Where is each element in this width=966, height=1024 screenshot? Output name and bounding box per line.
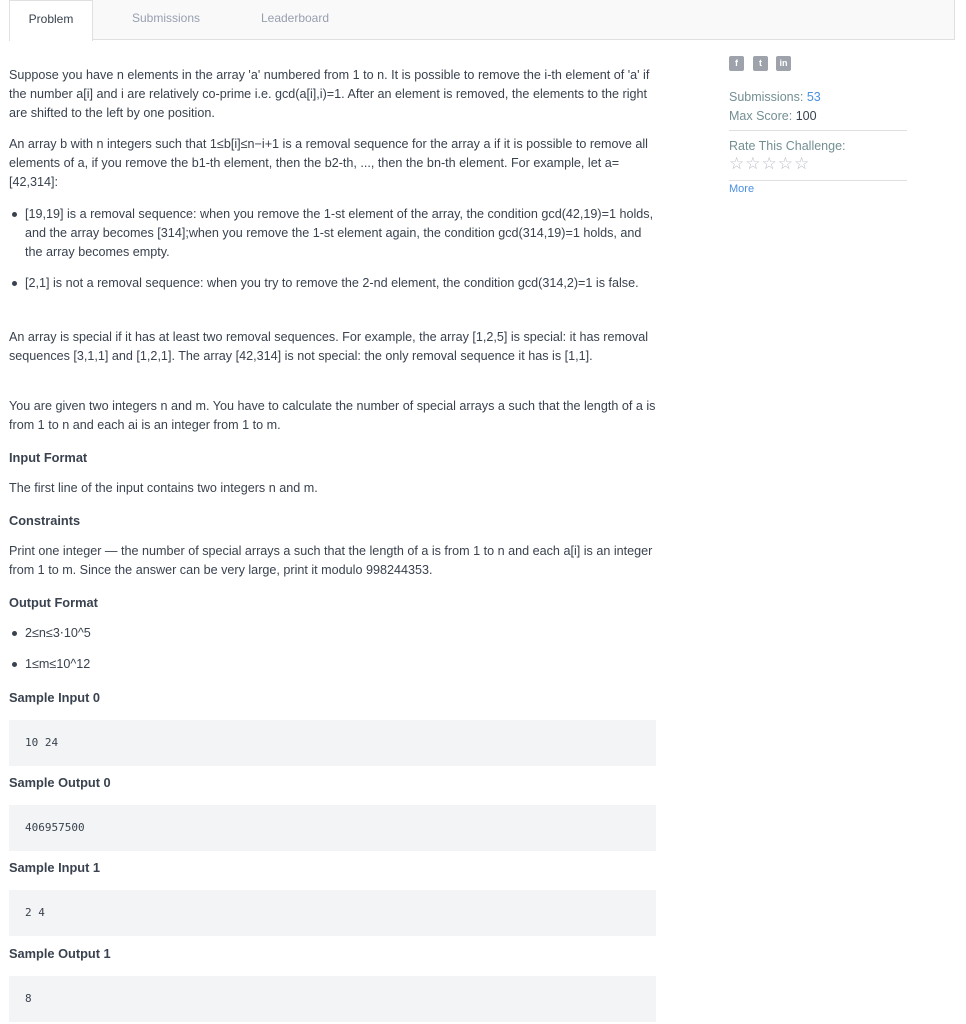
tab-submissions[interactable]: Submissions [131,11,201,25]
list-item: [2,1] is not a removal sequence: when you try to remove the 2-nd element, the condition gcd(314,2)=1 is false. [25,274,659,293]
list-item: 2≤n≤3⋅10^5 [25,624,659,643]
rate-label: Rate This Challenge: [729,139,846,153]
constraints-heading: Constraints [9,513,81,528]
submissions-label: Submissions: [729,90,804,104]
sample-heading: Sample Output 1 [9,946,111,961]
statement-paragraph: Suppose you have n elements in the array 'a' numbered from 1 to n. It is possible to remove the i-th element of 'a' if the number a[i] and i are relatively co-prime i.e. gcd(a[i],i)=1. After an element is removed, the elements to the right are shifted to the left by one position. [9,68,650,120]
star-icon[interactable]: ☆ [777,154,794,173]
list-item: 1≤m≤10^12 [25,655,659,674]
sample-heading: Sample Output 0 [9,775,111,790]
star-icon[interactable]: ☆ [729,154,746,173]
more-link[interactable]: More [729,183,755,195]
statement-paragraph: An array b with n integers such that 1≤b[i]≤n−i+1 is a removal sequence for the array a if it is possible to remove all elements of a, if you remove the b1-th element, then the b2-th, ..., then the bn-th element. For example, let a=[42,314]: [9,137,648,189]
sample-code-block: 10 24 [9,720,656,766]
divider [729,180,907,181]
divider [729,130,907,131]
twitter-icon[interactable]: t [753,56,768,71]
linkedin-icon[interactable]: in [776,56,791,71]
tab-problem[interactable]: Problem [9,0,93,41]
tab-leaderboard[interactable]: Leaderboard [260,11,330,25]
statement-paragraph: You are given two integers n and m. You have to calculate the number of special arrays a such that the length of a is from 1 to n and each ai is an integer from 1 to m. [9,399,656,432]
list-item: [19,19] is a removal sequence: when you remove the 1-st element of the array, the condition gcd(42,19)=1 holds, and the array becomes [314];when you remove the 1-st element again, the condition gcd(314,19)=1 holds, and the array becomes empty. [25,205,659,262]
sample-code-block: 2 4 [9,890,656,936]
submissions-count-link[interactable]: 53 [806,90,821,104]
sample-code-block: 8 [9,976,656,1022]
statement-paragraph: An array is special if it has at least two removal sequences. For example, the array [1,2,5] is special: it has removal sequences [3,1,1] and [1,2,1]. The array [42,314] is not special: the only removal sequence it has is [1,1]. [9,330,649,363]
star-icon[interactable]: ☆ [761,154,778,173]
facebook-icon[interactable]: f [729,56,744,71]
sample-heading: Sample Input 1 [9,860,101,875]
submissions-stat [729,88,821,107]
star-icon[interactable]: ☆ [745,154,762,173]
max-score-label: Max Score: [729,109,793,123]
star-icon[interactable]: ☆ [794,154,811,173]
rating-stars [729,154,810,174]
constraints-text: Print one integer — the number of special arrays a such that the length of a is from 1 to n and each a[i] is an integer from 1 to m. Since the answer can be very large, print it modulo 998244353. [9,544,653,577]
sample-heading: Sample Input 0 [9,690,101,705]
max-score-stat [729,107,817,126]
sample-code-block: 406957500 [9,805,656,851]
input-format-heading: Input Format [9,450,88,465]
max-score-value: 100 [795,109,817,123]
input-format-text: The first line of the input contains two integers n and m. [9,481,318,495]
output-format-heading: Output Format [9,595,98,610]
